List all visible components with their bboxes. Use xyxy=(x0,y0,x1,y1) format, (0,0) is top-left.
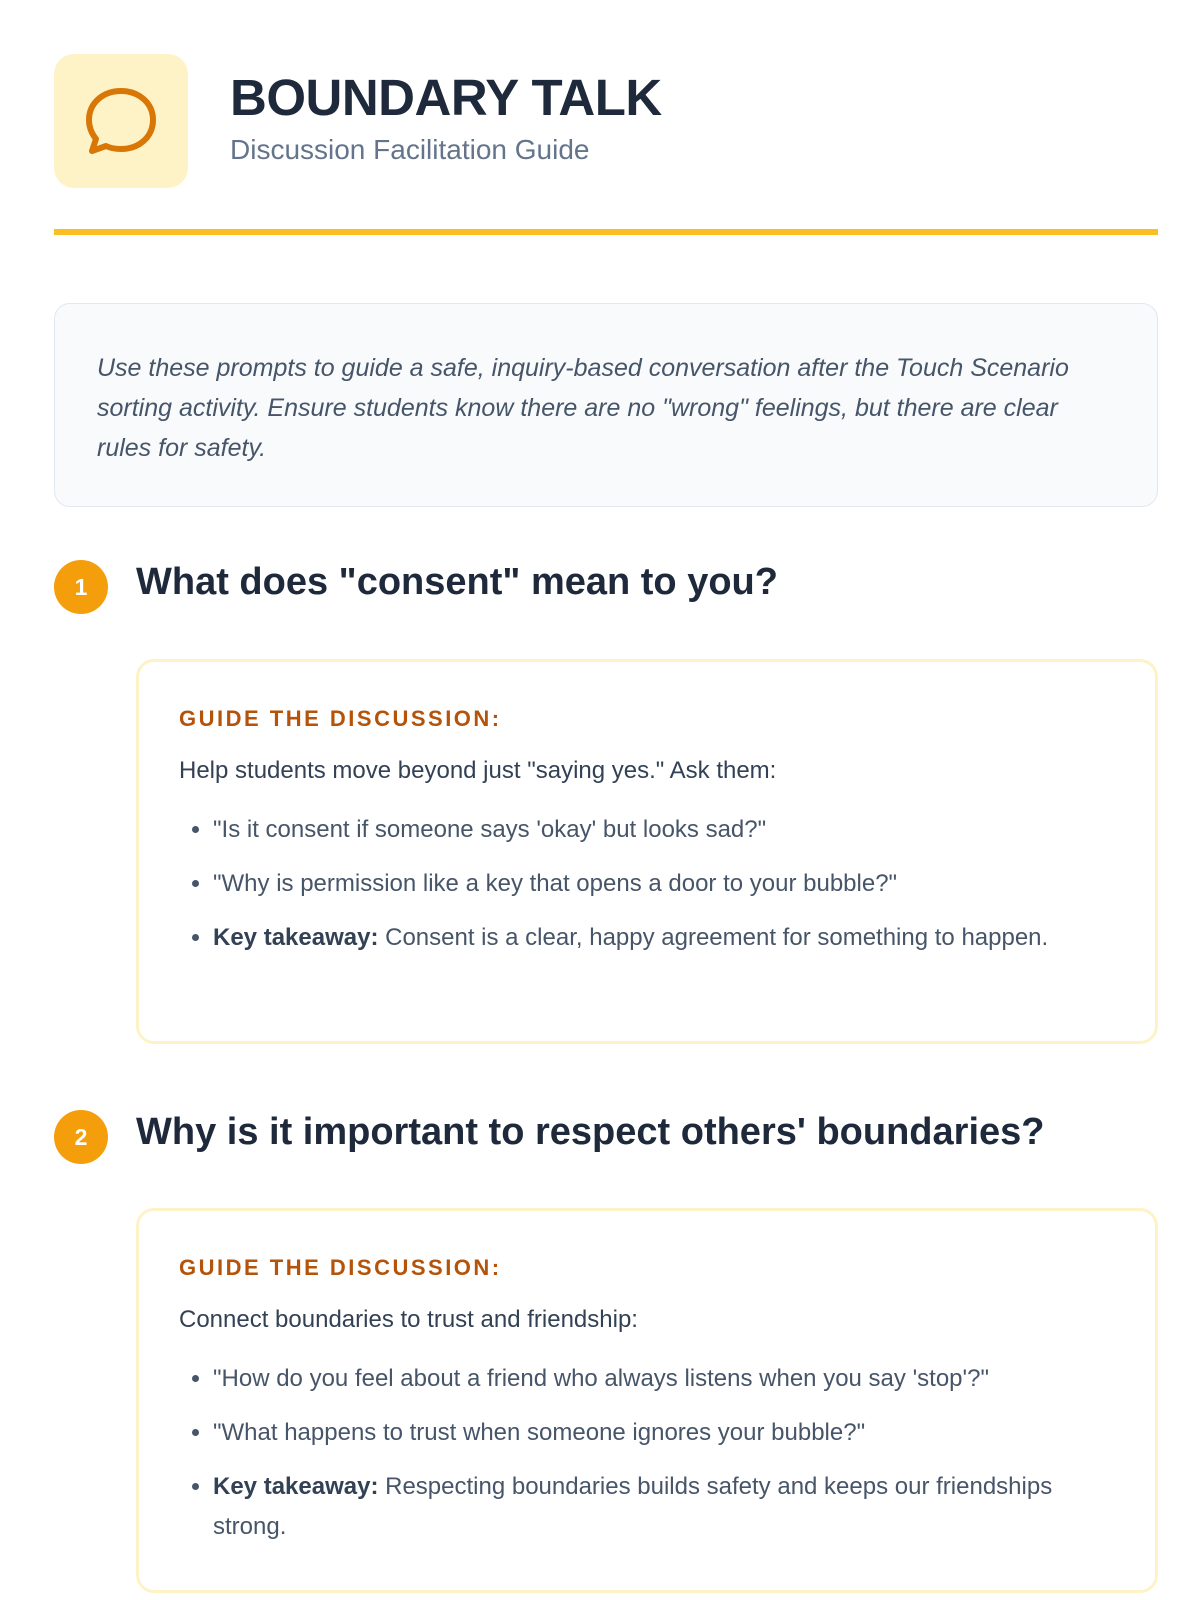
prompt-item: • "Is it consent if someone says 'okay' but looks sad?" xyxy=(213,810,1115,850)
prompt-list xyxy=(179,1359,1115,1547)
guide-label: GUIDE THE DISCUSSION: xyxy=(179,706,502,731)
takeaway-label: Key takeaway: xyxy=(213,1473,379,1500)
key-takeaway xyxy=(213,918,1115,958)
takeaway-label: Key takeaway: xyxy=(213,924,379,951)
takeaway-text: Respecting boundaries builds safety and keeps our friendships strong. xyxy=(213,1473,1053,1540)
guide-intro: Help students move beyond just "saying yes." Ask them: xyxy=(179,757,777,784)
logo-badge xyxy=(54,54,188,188)
prompt-item: • "Why is permission like a key that opens a door to your bubble?" xyxy=(213,864,1115,904)
header-divider xyxy=(54,229,1158,235)
question-title: What does "consent" mean to you? xyxy=(136,561,778,603)
page-title: BOUNDARY TALK xyxy=(230,69,662,126)
question-title: Why is it important to respect others' boundaries? xyxy=(136,1111,1045,1153)
chat-bubble-icon xyxy=(83,83,159,159)
guide-card xyxy=(136,1208,1158,1593)
page-subtitle: Discussion Facilitation Guide xyxy=(230,134,590,165)
prompt-list xyxy=(179,810,1115,958)
question-number-badge: 1 xyxy=(54,560,108,614)
intro-note: Use these prompts to guide a safe, inquiry-based conversation after the Touch Scenario sorting activity. Ensure students know there are no "wrong" feelings, but there are clear rules for safety. xyxy=(54,303,1158,507)
guide-label: GUIDE THE DISCUSSION: xyxy=(179,1255,502,1280)
guide-card xyxy=(136,659,1158,1044)
prompt-item: • "How do you feel about a friend who always listens when you say 'stop'?" xyxy=(213,1359,1115,1399)
header xyxy=(54,54,1158,188)
takeaway-text: Consent is a clear, happy agreement for something to happen. xyxy=(385,924,1049,951)
guide-intro: Connect boundaries to trust and friendship: xyxy=(179,1306,638,1333)
question-number-badge: 2 xyxy=(54,1110,108,1164)
key-takeaway xyxy=(213,1467,1115,1547)
prompt-item: • "What happens to trust when someone ignores your bubble?" xyxy=(213,1413,1115,1453)
